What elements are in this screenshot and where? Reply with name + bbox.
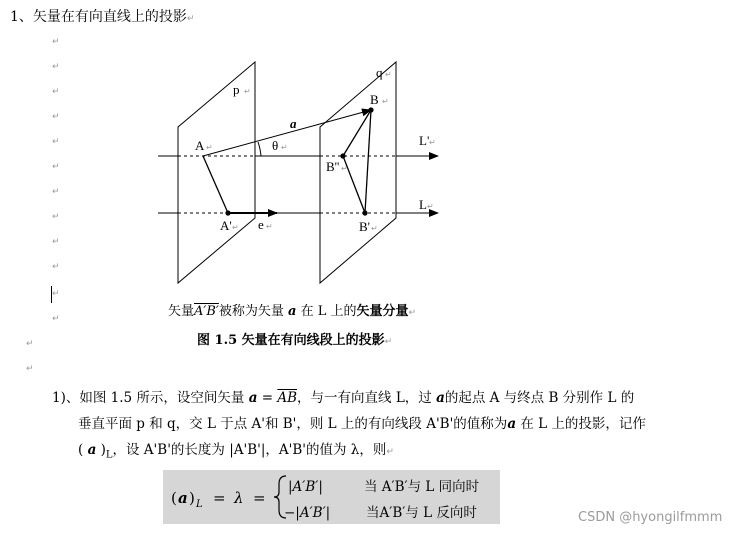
return-mark: ↵ — [52, 314, 60, 324]
paragraph-line-2: 垂直平面 p 和 q，交 L 于点 A'和 B'，则 L 上的有向线段 A'B'的值称为a 在 L 上的投影，记作 — [78, 416, 646, 432]
return-mark: ↵ — [244, 87, 251, 96]
figure-description: 矢量A′B′被称为矢量 a 在 L 上的矢量分量↵ — [168, 304, 417, 319]
formula-graphic — [163, 470, 500, 524]
return-mark: ↵ — [52, 37, 60, 47]
label-l-prime: L' — [419, 133, 430, 148]
svg-text:): ) — [189, 489, 195, 507]
paragraph-line-3: ( a )$_L$，设 A'B'的长度为 |A'B'|，A'B'的值为 λ，则↵ — [78, 442, 394, 461]
label-vector-a: a — [290, 116, 297, 131]
return-mark: ↵ — [232, 223, 239, 232]
point-b-double-prime — [340, 153, 345, 158]
case-1-condition: 当 A′B′与 L 同向时 — [364, 479, 480, 495]
formula-equals-1: = — [213, 489, 226, 507]
return-mark: ↵ — [52, 162, 60, 172]
return-mark: ↵ — [382, 97, 389, 106]
projection-formula — [163, 470, 500, 524]
case-2-value: −|A′B′| — [284, 505, 331, 521]
point-b-prime — [362, 210, 367, 215]
section-heading: 1、矢量在有向直线上的投影↵ — [10, 9, 195, 25]
return-mark: ↵ — [52, 137, 60, 147]
return-mark: ↵ — [52, 62, 60, 72]
csdn-watermark: CSDN @hyongilfmmm — [578, 510, 723, 525]
return-mark: ↵ — [371, 224, 378, 233]
formula-vector-a: a — [178, 489, 188, 507]
label-l: L — [419, 197, 427, 212]
return-mark: ↵ — [52, 289, 60, 299]
return-mark: ↵ — [52, 262, 60, 272]
return-mark: ↵ — [52, 112, 60, 122]
angle-arc — [258, 142, 261, 156]
return-mark: ↵ — [385, 70, 392, 79]
return-mark: ↵ — [341, 164, 348, 173]
formula-lambda: λ — [234, 489, 244, 507]
return-mark: ↵ — [52, 187, 60, 197]
return-mark: ↵ — [427, 202, 434, 211]
return-mark: ↵ — [186, 14, 195, 24]
return-mark: ↵ — [26, 339, 34, 349]
return-mark: ↵ — [281, 143, 288, 152]
label-q: q — [376, 65, 383, 80]
label-theta: θ — [272, 138, 279, 153]
point-b — [368, 107, 373, 112]
paragraph-line-1: 1)、如图 1.5 所示，设空间矢量 $a = \overline{AB}$，与一有向直线 L，过 a的起点 A 与终点 B 分别作 L 的 — [52, 390, 635, 406]
label-p: p — [233, 82, 240, 97]
case-1-value: |A′B′| — [288, 479, 323, 495]
label-a: A — [195, 138, 205, 153]
return-mark: ↵ — [26, 364, 34, 374]
return-mark: ↵ — [52, 212, 60, 222]
label-b-double-prime: B'' — [326, 159, 340, 174]
segment-a-a-prime — [203, 156, 228, 213]
point-a-prime — [225, 210, 230, 215]
label-b: B — [370, 92, 379, 107]
formula-equals-2: = — [253, 489, 266, 507]
figure-caption: 图 1.5 矢量在有向线段上的投影↵ — [197, 333, 393, 348]
vector-ab: $\overline{AB}$ — [277, 390, 298, 406]
return-mark: ↵ — [52, 87, 60, 97]
return-mark: ↵ — [429, 138, 436, 147]
case-2-condition: 当A′B′与 L 反向时 — [366, 505, 477, 521]
vector-a-prime-b-prime: A′B′ — [194, 304, 219, 319]
svg-text:(: ( — [171, 489, 177, 507]
label-a-prime: A' — [220, 218, 232, 233]
vector-a-symbol: a — [288, 304, 297, 319]
label-b-prime: B' — [359, 219, 371, 234]
return-mark: ↵ — [206, 143, 213, 152]
label-e: e — [258, 217, 264, 232]
return-mark: ↵ — [52, 237, 60, 247]
formula-subscript: L — [196, 499, 203, 510]
return-mark: ↵ — [266, 222, 273, 231]
